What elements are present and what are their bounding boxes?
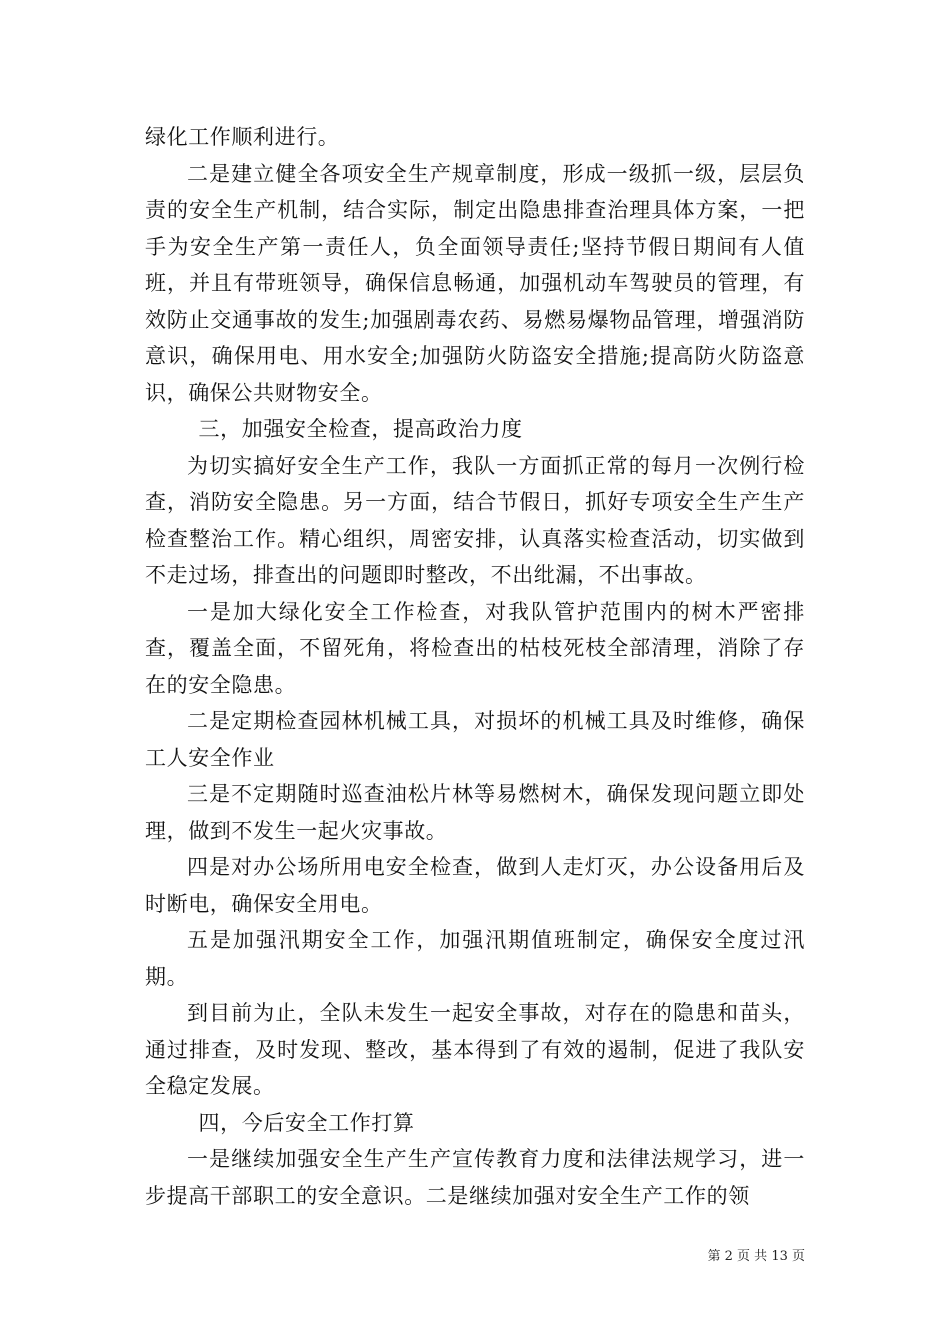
document-body xyxy=(145,119,805,1214)
section-heading-inspection: 三，加强安全检查，提高政治力度 xyxy=(198,417,523,441)
paragraph-summary: 到目前为止，全队未发生一起安全事故，对存在的隐患和苗头，通过排查，及时发现、整改，基本得到了有效的遏制，促进了我队安全稳定发展。 xyxy=(145,1001,805,1098)
paragraph-future-plans: 一是继续加强安全生产生产宣传教育力度和法律法规学习，进一步提高干部职工的安全意识。二是继续加强对安全生产工作的领 xyxy=(145,1147,805,1208)
paragraph-machinery-inspection: 二是定期检查园林机械工具，对损坏的机械工具及时维修，确保工人安全作业 xyxy=(145,709,805,770)
paragraph-office-electricity: 四是对办公场所用电安全检查，做到人走灯灭，办公设备用后及时断电，确保安全用电。 xyxy=(145,855,805,916)
page-number-footer: 第 2 页 共 13 页 xyxy=(707,1249,805,1264)
paragraph-greening-inspection: 一是加大绿化安全工作检查，对我队管护范围内的树木严密排查，覆盖全面，不留死角，将检查出的枯枝死枝全部清理，消除了存在的安全隐患。 xyxy=(145,599,805,697)
paragraph-flood-season: 五是加强汛期安全工作，加强汛期值班制定，确保安全度过汛期。 xyxy=(145,928,805,989)
paragraph-fire-patrol: 三是不定期随时巡查油松片林等易燃树木，确保发现问题立即处理，做到不发生一起火灾事故。 xyxy=(145,782,805,843)
paragraph-safety-rules: 二是建立健全各项安全生产规章制度，形成一级抓一级，层层负责的安全生产机制，结合实际，制定出隐患排查治理具体方案，一把手为安全生产第一责任人，负全面领导责任;坚持节假日期间有人值班，并且有带班领导，确保信息畅通，加强机动车驾驶员的管理，有效防止交通事故的发生;加强剧毒农药、易燃易爆物品管理，增强消防意识，确保用电、用水安全;加强防火防盗安全措施;提高防火防盗意识，确保公共财物安全。 xyxy=(145,161,805,405)
paragraph-continuation: 绿化工作顺利进行。 xyxy=(145,125,340,149)
section-heading-future-plans: 四，今后安全工作打算 xyxy=(198,1110,415,1135)
paragraph-inspection-overview: 为切实搞好安全生产工作，我队一方面抓正常的每月一次例行检查，消防安全隐患。另一方面，结合节假日，抓好专项安全生产生产检查整治工作。精心组织，周密安排，认真落实检查活动，切实做到不走过场，排查出的问题即时整改，不出纰漏，不出事故。 xyxy=(145,453,805,587)
